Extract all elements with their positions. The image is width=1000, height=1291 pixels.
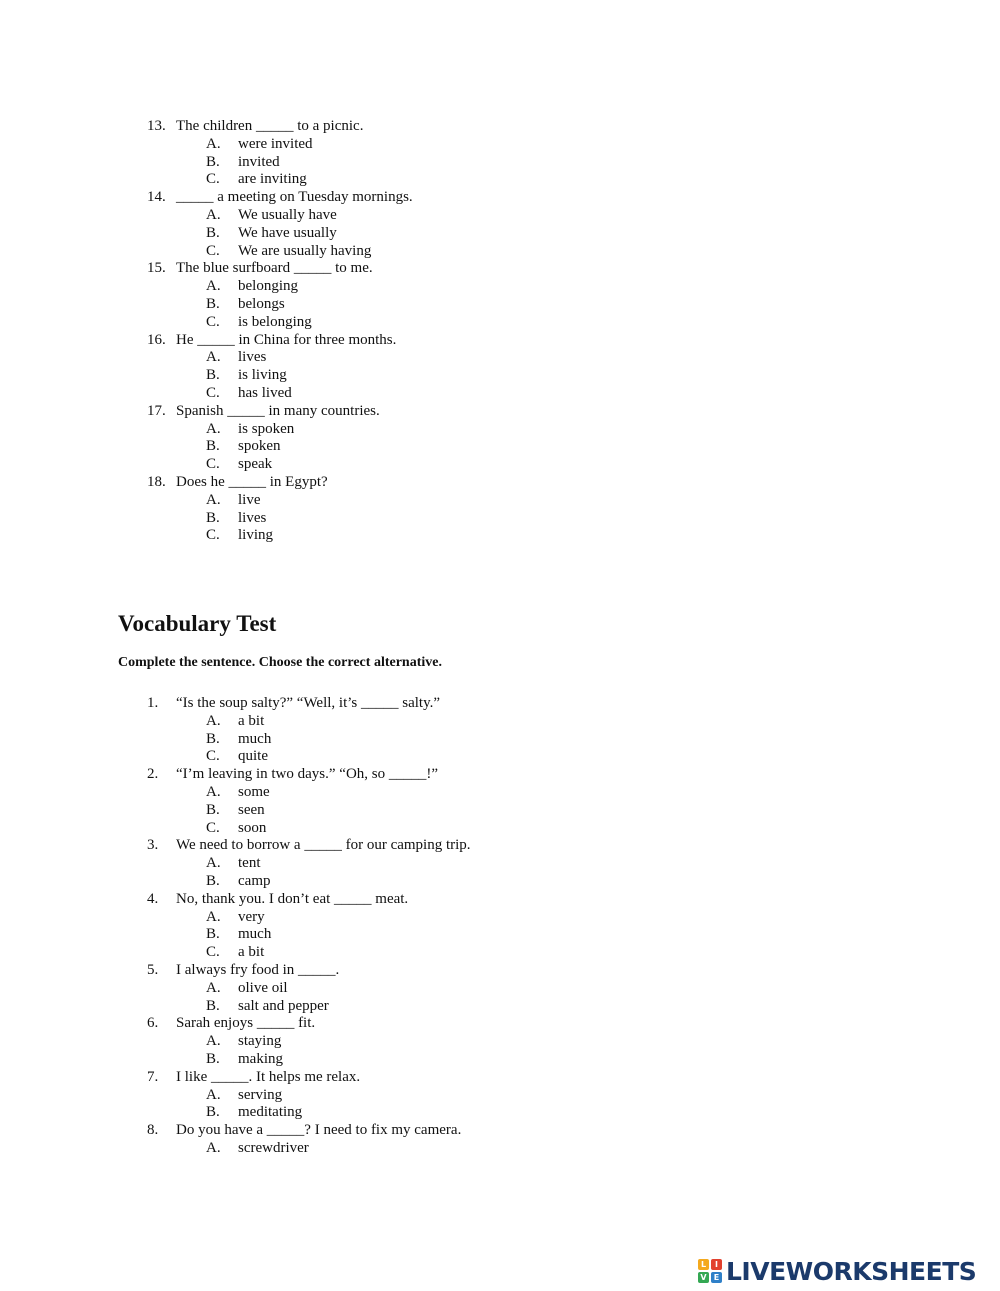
option-text: speak [238, 456, 273, 473]
option-letter: A. [206, 206, 221, 223]
option-text: We have usually [238, 224, 337, 241]
option-text: lives [238, 509, 267, 526]
answer-option[interactable] [0, 909, 1000, 927]
question-text: The children _____ to a picnic. [176, 118, 364, 134]
option-text: is spoken [238, 420, 295, 437]
option-text: olive oil [238, 979, 288, 996]
option-letter: B. [206, 730, 220, 747]
option-text: belonging [238, 278, 298, 295]
option-letter: B. [206, 438, 220, 455]
option-text: a bit [238, 944, 265, 961]
answer-option[interactable] [0, 713, 1000, 731]
question-text: Does he _____ in Egypt? [176, 473, 328, 490]
answer-option[interactable] [0, 438, 1000, 456]
logo-mark-tile: V [698, 1272, 709, 1283]
question-text: Spanish _____ in many countries. [176, 402, 380, 419]
question-item [0, 766, 1000, 784]
question-item [0, 474, 1000, 492]
question-text: I always fry food in _____. [176, 961, 340, 978]
option-letter: B. [206, 1104, 220, 1121]
option-text: much [238, 730, 272, 747]
question-number: 17. [147, 402, 166, 419]
option-text: quite [238, 748, 268, 765]
option-text: invited [238, 153, 280, 170]
option-text: making [238, 1050, 283, 1067]
option-letter: A. [206, 1033, 221, 1050]
question-text: The blue surfboard _____ to me. [176, 260, 373, 277]
answer-option[interactable] [0, 820, 1000, 838]
answer-option[interactable] [0, 1087, 1000, 1105]
question-item [0, 1122, 1000, 1140]
option-text: are inviting [238, 171, 307, 188]
option-letter: A. [206, 783, 221, 800]
question-number: 6. [147, 1015, 159, 1032]
question-item [0, 1015, 1000, 1033]
answer-option[interactable] [0, 944, 1000, 962]
answer-option[interactable] [0, 855, 1000, 873]
answer-option[interactable] [0, 926, 1000, 944]
answer-option[interactable] [0, 278, 1000, 296]
question-item [0, 189, 1000, 207]
option-text: a bit [238, 712, 265, 729]
answer-option[interactable] [0, 243, 1000, 261]
question-number: 18. [147, 473, 166, 490]
question-number: 14. [147, 189, 166, 206]
question-item [0, 891, 1000, 909]
question-number: 5. [147, 961, 159, 978]
option-letter: C. [206, 748, 220, 765]
option-text: very [238, 908, 265, 925]
option-letter: B. [206, 872, 220, 889]
question-number: 4. [147, 890, 159, 907]
option-letter: B. [206, 801, 220, 818]
answer-option[interactable] [0, 998, 1000, 1016]
answer-option[interactable] [0, 731, 1000, 749]
answer-option[interactable] [0, 136, 1000, 154]
question-item [0, 260, 1000, 278]
question-text: He _____ in China for three months. [176, 331, 397, 348]
option-text: camp [238, 872, 271, 889]
option-letter: A. [206, 712, 221, 729]
answer-option[interactable] [0, 296, 1000, 314]
option-text: seen [238, 801, 265, 818]
option-text: spoken [238, 438, 281, 455]
question-text: We need to borrow a _____ for our camping trip. [176, 837, 471, 854]
question-number: 2. [147, 766, 159, 783]
question-text: _____ a meeting on Tuesday mornings. [176, 189, 413, 206]
answer-option[interactable] [0, 385, 1000, 403]
question-text: “I’m leaving in two days.” “Oh, so _____!” [176, 766, 439, 783]
option-text: living [238, 527, 274, 544]
question-number: 1. [147, 695, 159, 711]
option-letter: B. [206, 509, 220, 526]
option-text: some [238, 783, 270, 800]
question-number: 13. [147, 118, 166, 134]
answer-option[interactable] [0, 225, 1000, 243]
logo-mark-tile: L [698, 1259, 709, 1270]
option-text: We usually have [238, 206, 337, 223]
option-text: staying [238, 1033, 282, 1050]
question-text: Do you have a _____? I need to fix my camera. [176, 1122, 462, 1139]
answer-option[interactable] [0, 748, 1000, 766]
option-text: live [238, 491, 261, 508]
answer-option[interactable] [0, 456, 1000, 474]
question-text: Sarah enjoys _____ fit. [176, 1015, 316, 1032]
option-letter: A. [206, 278, 221, 295]
answer-option[interactable] [0, 492, 1000, 510]
option-letter: B. [206, 295, 220, 312]
question-item [0, 118, 1000, 136]
instructions: Complete the sentence. Choose the correct alternative. [118, 655, 442, 670]
answer-option[interactable] [0, 1033, 1000, 1051]
option-text: tent [238, 855, 261, 872]
answer-option[interactable] [0, 1104, 1000, 1122]
question-number: 15. [147, 260, 166, 277]
answer-option[interactable] [0, 349, 1000, 367]
logo-mark-tile: E [711, 1272, 722, 1283]
answer-option[interactable] [0, 421, 1000, 439]
question-text: No, thank you. I don’t eat _____ meat. [176, 890, 409, 907]
option-letter: A. [206, 135, 221, 152]
option-letter: C. [206, 944, 220, 961]
option-letter: B. [206, 997, 220, 1014]
question-text: I like _____. It helps me relax. [176, 1068, 361, 1085]
answer-option[interactable] [0, 802, 1000, 820]
option-letter: C. [206, 456, 220, 473]
option-text: has lived [238, 384, 292, 401]
option-text: is belonging [238, 313, 312, 330]
option-letter: A. [206, 349, 221, 366]
answer-option[interactable] [0, 873, 1000, 891]
option-letter: C. [206, 313, 220, 330]
question-item [0, 403, 1000, 421]
vocabulary-question-list [0, 695, 1000, 1158]
option-text: We are usually having [238, 242, 372, 259]
option-letter: C. [206, 242, 220, 259]
option-text: salt and pepper [238, 997, 329, 1014]
option-text: soon [238, 819, 267, 836]
question-item [0, 962, 1000, 980]
question-number: 8. [147, 1122, 159, 1139]
option-letter: B. [206, 926, 220, 943]
answer-option[interactable] [0, 1051, 1000, 1069]
option-letter: A. [206, 420, 221, 437]
answer-option[interactable] [0, 784, 1000, 802]
option-letter: A. [206, 1139, 221, 1156]
logo-mark-icon [698, 1259, 722, 1283]
grammar-question-list [0, 118, 1000, 545]
option-text: were invited [238, 135, 313, 152]
logo-mark-tile: I [711, 1259, 722, 1270]
answer-option[interactable] [0, 367, 1000, 385]
option-letter: A. [206, 979, 221, 996]
answer-option[interactable] [0, 510, 1000, 528]
option-letter: B. [206, 224, 220, 241]
option-text: belongs [238, 295, 285, 312]
section-heading: Vocabulary Test [118, 611, 277, 636]
option-letter: B. [206, 153, 220, 170]
question-text: “Is the soup salty?” “Well, it’s _____ salty.” [176, 695, 441, 711]
answer-option[interactable] [0, 980, 1000, 998]
option-text: meditating [238, 1104, 303, 1121]
option-text: is living [238, 367, 287, 384]
option-text: screwdriver [238, 1139, 309, 1156]
option-text: much [238, 926, 272, 943]
option-letter: C. [206, 384, 220, 401]
answer-option[interactable] [0, 154, 1000, 172]
question-item [0, 332, 1000, 350]
question-item [0, 837, 1000, 855]
question-number: 3. [147, 837, 159, 854]
answer-option[interactable] [0, 527, 1000, 545]
logo-text: LIVEWORKSHEETS [726, 1256, 977, 1286]
answer-option[interactable] [0, 207, 1000, 225]
option-letter: B. [206, 367, 220, 384]
option-letter: A. [206, 491, 221, 508]
question-item [0, 695, 1000, 713]
answer-option[interactable] [0, 171, 1000, 189]
option-letter: A. [206, 908, 221, 925]
option-letter: A. [206, 1086, 221, 1103]
option-letter: C. [206, 527, 220, 544]
liveworksheets-logo [698, 1257, 976, 1285]
option-letter: C. [206, 171, 220, 188]
option-letter: A. [206, 855, 221, 872]
answer-option[interactable] [0, 314, 1000, 332]
option-letter: B. [206, 1050, 220, 1067]
option-text: serving [238, 1086, 283, 1103]
option-letter: C. [206, 819, 220, 836]
answer-option[interactable] [0, 1140, 1000, 1158]
question-number: 7. [147, 1068, 159, 1085]
question-item [0, 1069, 1000, 1087]
question-number: 16. [147, 331, 166, 348]
option-text: lives [238, 349, 267, 366]
